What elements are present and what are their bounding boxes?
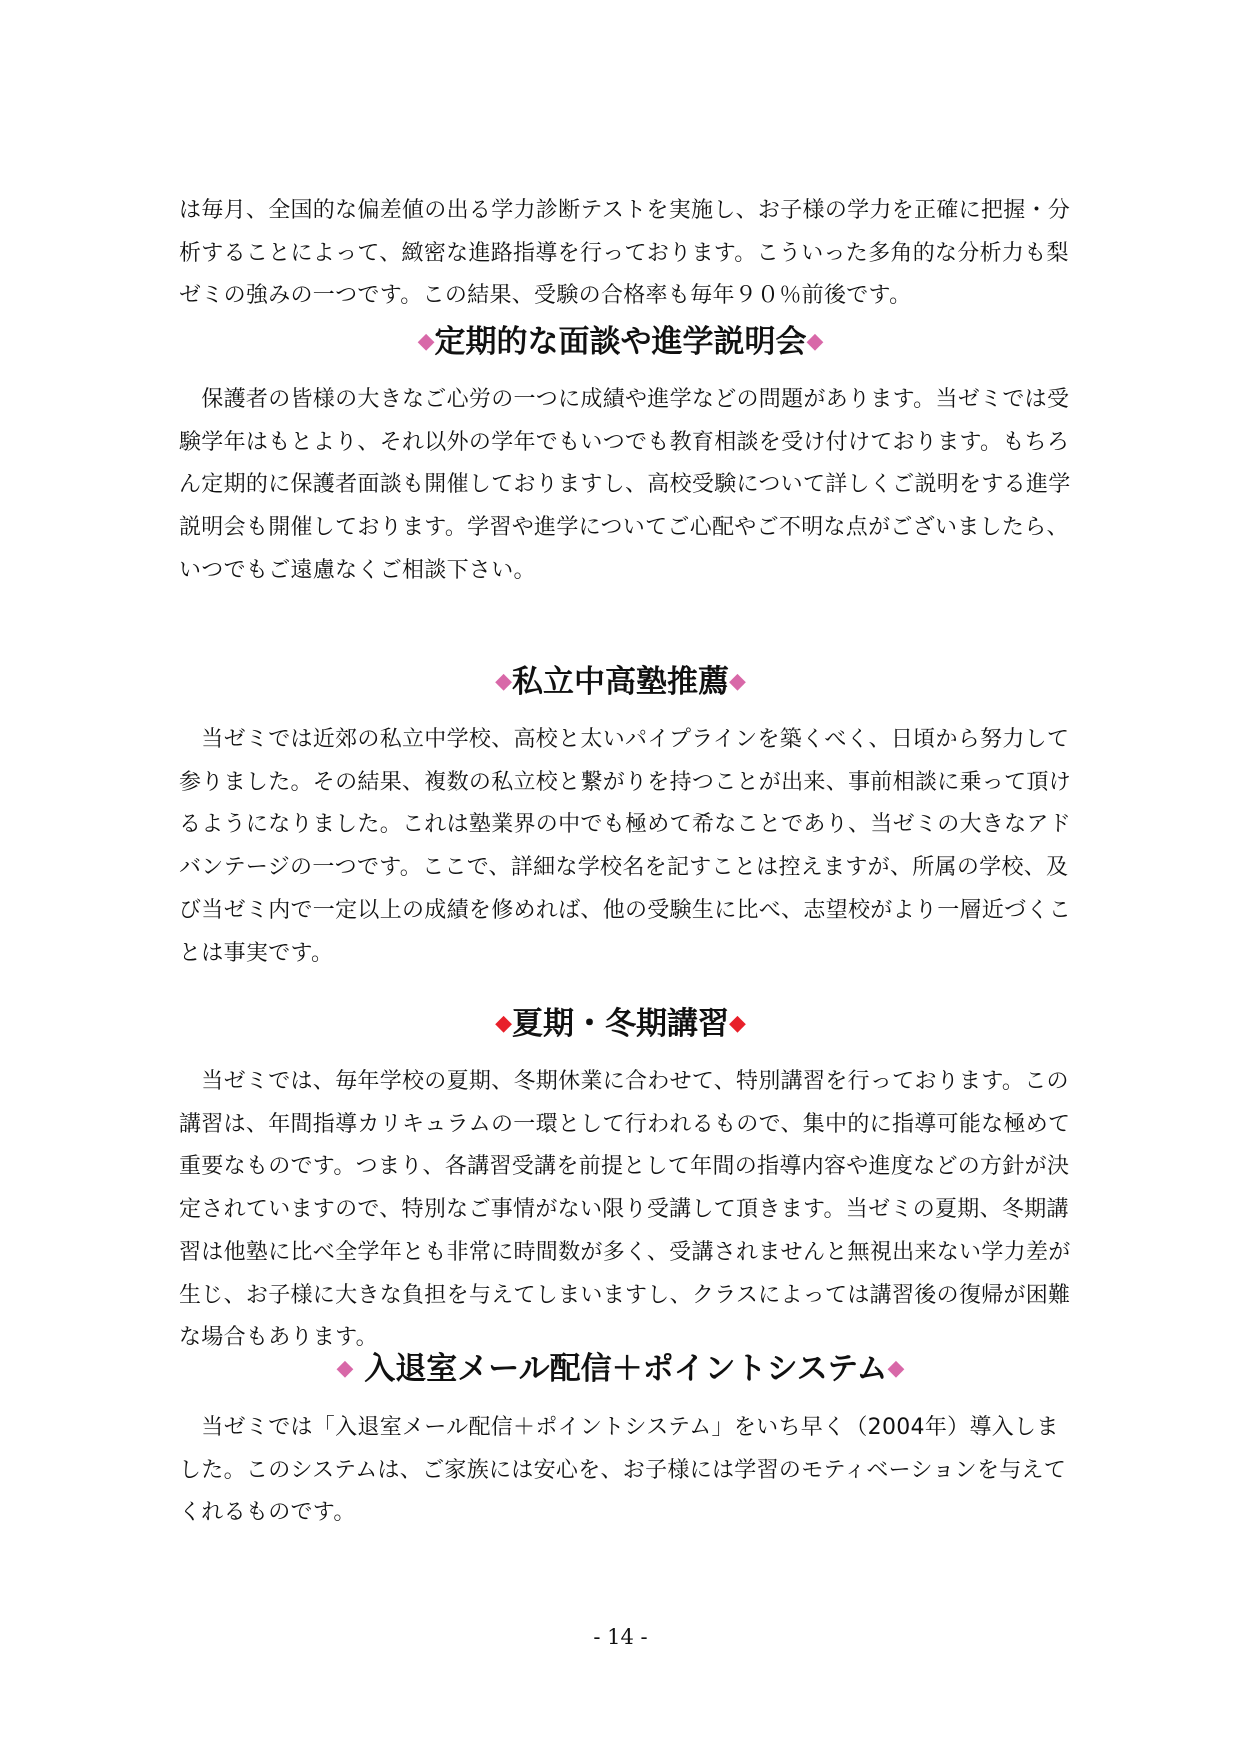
paragraph-seasonal: 当ゼミでは、毎年学校の夏期、冬期休業に合わせて、特別講習を行っております。この講習は、年間指導カリキュラムの一環として行われるもので、集中的に指導可能な極めて重要なものです。つまり、各講習受講を前提として年間の指導内容や進度などの方針が決定されていますので、特別なご事情がない限り受講して頂きます。当ゼミの夏期、冬期講習は他塾に比べ全学年とも非常に時間数が多く、受講されませんと無視出来ない学力差が生じ、お子様に大きな負担を与えてしまいますし、クラスによっては講習後の復帰が困難な場合もあります。 <box>179 1069 1071 1351</box>
diamond-bullet-icon: ◆ <box>887 1355 905 1381</box>
page-number: - 14 - <box>593 1625 648 1649</box>
diamond-bullet-icon: ◆ <box>729 668 746 694</box>
diamond-bullet-icon: ◆ <box>336 1355 354 1381</box>
paragraph-recommendation: 当ゼミでは近郊の私立中学校、高校と太いパイプラインを築くべく、日頃から努力して参りました。その結果、複数の私立校と繋がりを持つことが出来、事前相談に乗って頂けるようになりました。これは塾業界の中でも極めて希なことであり、当ゼミの大きなアドバンテージの一つです。ここで、詳細な学校名を記すことは控えますが、所属の学校、及び当ゼミ内で一定以上の成績を修めれば、他の受験生に比べ、志望校がより一層近づくことは事実です。 <box>179 727 1072 966</box>
heading-recommendation-text: 私立中高塾推薦 <box>512 664 729 700</box>
diamond-bullet-icon: ◆ <box>495 1010 512 1036</box>
diamond-bullet-icon: ◆ <box>729 1010 746 1036</box>
diamond-bullet-icon: ◆ <box>417 328 435 354</box>
heading-interviews <box>0 322 1241 364</box>
paragraph-intro: は毎月、全国的な偏差値の出る学力診断テストを実施し、お子様の学力を正確に把握・分析することによって、緻密な進路指導を行っております。こういった多角的な分析力も梨ゼミの強みの一つです。この結果、受験の合格率も毎年９０％前後です。 <box>179 198 1071 309</box>
diamond-bullet-icon: ◆ <box>806 328 824 354</box>
heading-seasonal <box>0 1004 1241 1046</box>
paragraph-mail: 当ゼミでは「入退室メール配信＋ポイントシステム」をいち早く（2004年）導入しました。このシステムは、ご家族には安心を、お子様には学習のモティベーションを与えてくれるものです。 <box>179 1415 1067 1526</box>
heading-mail-text: 入退室メール配信＋ポイントシステム <box>364 1351 888 1387</box>
heading-seasonal-text: 夏期・冬期講習 <box>512 1006 729 1042</box>
heading-recommendation <box>0 662 1241 704</box>
diamond-bullet-icon: ◆ <box>495 668 512 694</box>
heading-interviews-text: 定期的な面談や進学説明会 <box>434 324 807 360</box>
heading-mail <box>0 1349 1241 1391</box>
paragraph-interviews: 保護者の皆様の大きなご心労の一つに成績や進学などの問題があります。当ゼミでは受験学年はもとより、それ以外の学年でもいつでも教育相談を受け付けております。もちろん定期的に保護者面談も開催しておりますし、高校受験について詳しくご説明をする進学説明会も開催しております。学習や進学についてご心配やご不明な点がございましたら、いつでもご遠慮なくご相談下さい。 <box>179 387 1071 583</box>
